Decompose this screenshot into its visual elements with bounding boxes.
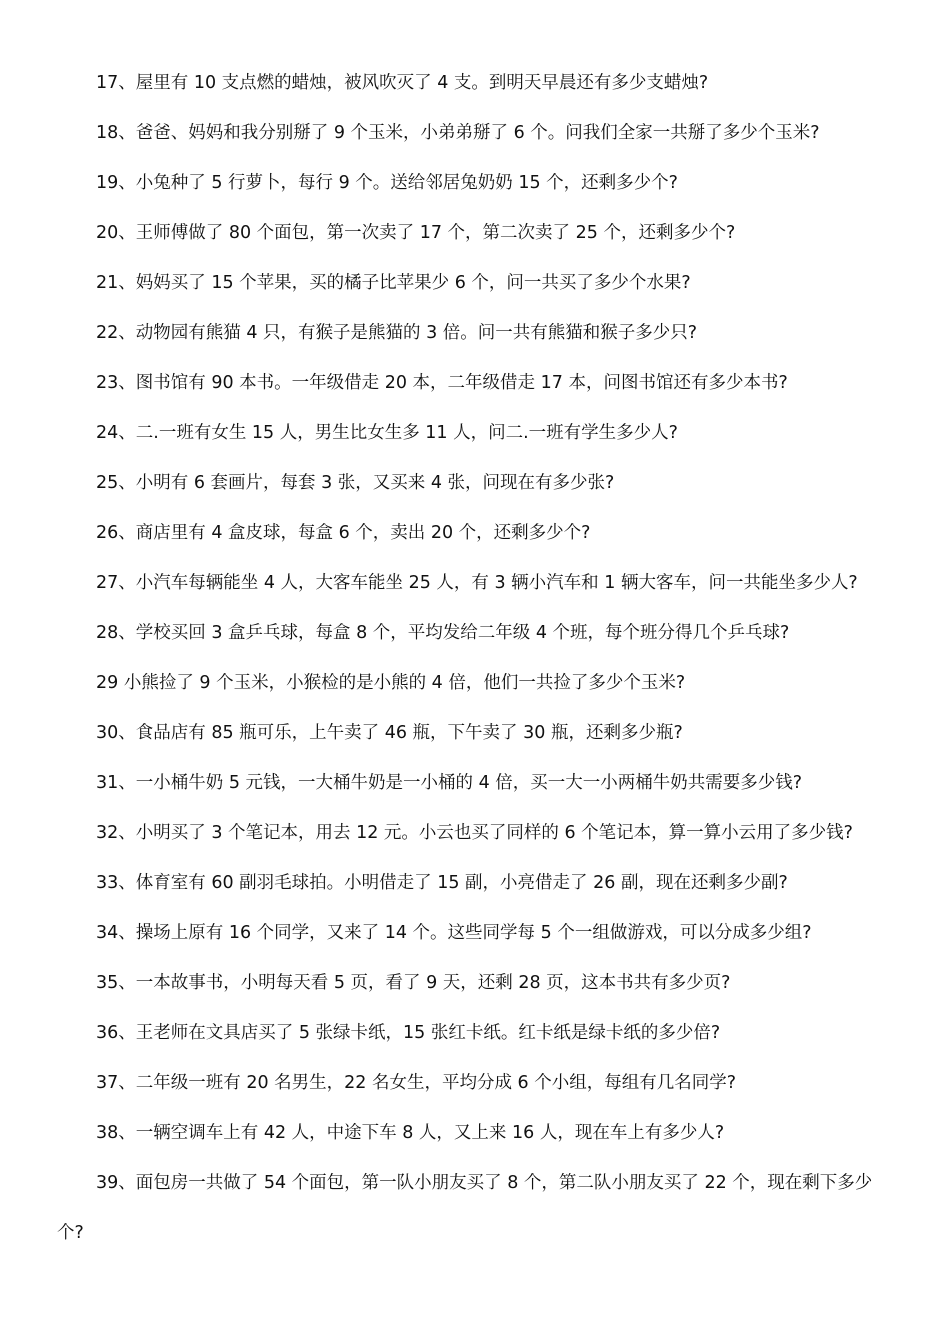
- problem-30: 30、食品店有 85 瓶可乐，上午卖了 46 瓶，下午卖了 30 瓶，还剩多少瓶?: [96, 723, 683, 743]
- problem-list: [57, 58, 897, 1258]
- problem-21: 21、妈妈买了 15 个苹果，买的橘子比苹果少 6 个，问一共买了多少个水果?: [96, 273, 691, 293]
- problem-33: 33、体育室有 60 副羽毛球拍。小明借走了 15 副，小亮借走了 26 副，现在还剩多少副?: [96, 873, 788, 893]
- problem-39: 39、面包房一共做了 54 个面包，第一队小朋友买了 8 个，第二队小朋友买了 22 个，现在剩下多少个?: [57, 1173, 873, 1243]
- problem-25: 25、小明有 6 套画片，每套 3 张，又买来 4 张，问现在有多少张?: [96, 473, 615, 493]
- problem-32: 32、小明买了 3 个笔记本，用去 12 元。小云也买了同样的 6 个笔记本，算一算小云用了多少钱?: [96, 823, 853, 843]
- problem-18: 18、爸爸、妈妈和我分别掰了 9 个玉米，小弟弟掰了 6 个。问我们全家一共掰了多少个玉米?: [96, 123, 820, 143]
- problem-31: 31、一小桶牛奶 5 元钱，一大桶牛奶是一小桶的 4 倍，买一大一小两桶牛奶共需要多少钱?: [96, 773, 803, 793]
- problem-24: 24、二.一班有女生 15 人，男生比女生多 11 人，问二.一班有学生多少人?: [96, 423, 678, 443]
- problem-28: 28、学校买回 3 盒乒乓球，每盒 8 个，平均发给二年级 4 个班，每个班分得几个乒乓球?: [96, 623, 790, 643]
- problem-27: 27、小汽车每辆能坐 4 人，大客车能坐 25 人，有 3 辆小汽车和 1 辆大客车，问一共能坐多少人?: [96, 573, 858, 593]
- problem-17: 17、屋里有 10 支点燃的蜡烛，被风吹灭了 4 支。到明天早晨还有多少支蜡烛?: [96, 73, 709, 93]
- problem-20: 20、王师傅做了 80 个面包，第一次卖了 17 个，第二次卖了 25 个，还剩多少个?: [96, 223, 736, 243]
- problem-29: 29 小熊捡了 9 个玉米，小猴检的是小熊的 4 倍，他们一共捡了多少个玉米?: [96, 673, 686, 693]
- problem-34: 34、操场上原有 16 个同学，又来了 14 个。这些同学每 5 个一组做游戏，可以分成多少组?: [96, 923, 812, 943]
- problem-37: 37、二年级一班有 20 名男生，22 名女生，平均分成 6 个小组，每组有几名同学?: [96, 1073, 737, 1093]
- problem-26: 26、商店里有 4 盒皮球，每盒 6 个，卖出 20 个，还剩多少个?: [96, 523, 591, 543]
- problem-23: 23、图书馆有 90 本书。一年级借走 20 本，二年级借走 17 本，问图书馆还有多少本书?: [96, 373, 788, 393]
- problem-22: 22、动物园有熊猫 4 只，有猴子是熊猫的 3 倍。问一共有熊猫和猴子多少只?: [96, 323, 698, 343]
- problem-38: 38、一辆空调车上有 42 人，中途下车 8 人，又上来 16 人，现在车上有多少人?: [96, 1123, 725, 1143]
- problem-35: 35、一本故事书，小明每天看 5 页，看了 9 天，还剩 28 页，这本书共有多少页?: [96, 973, 731, 993]
- problem-19: 19、小兔种了 5 行萝卜，每行 9 个。送给邻居兔奶奶 15 个，还剩多少个?: [96, 173, 678, 193]
- problem-36: 36、王老师在文具店买了 5 张绿卡纸，15 张红卡纸。红卡纸是绿卡纸的多少倍?: [96, 1023, 721, 1043]
